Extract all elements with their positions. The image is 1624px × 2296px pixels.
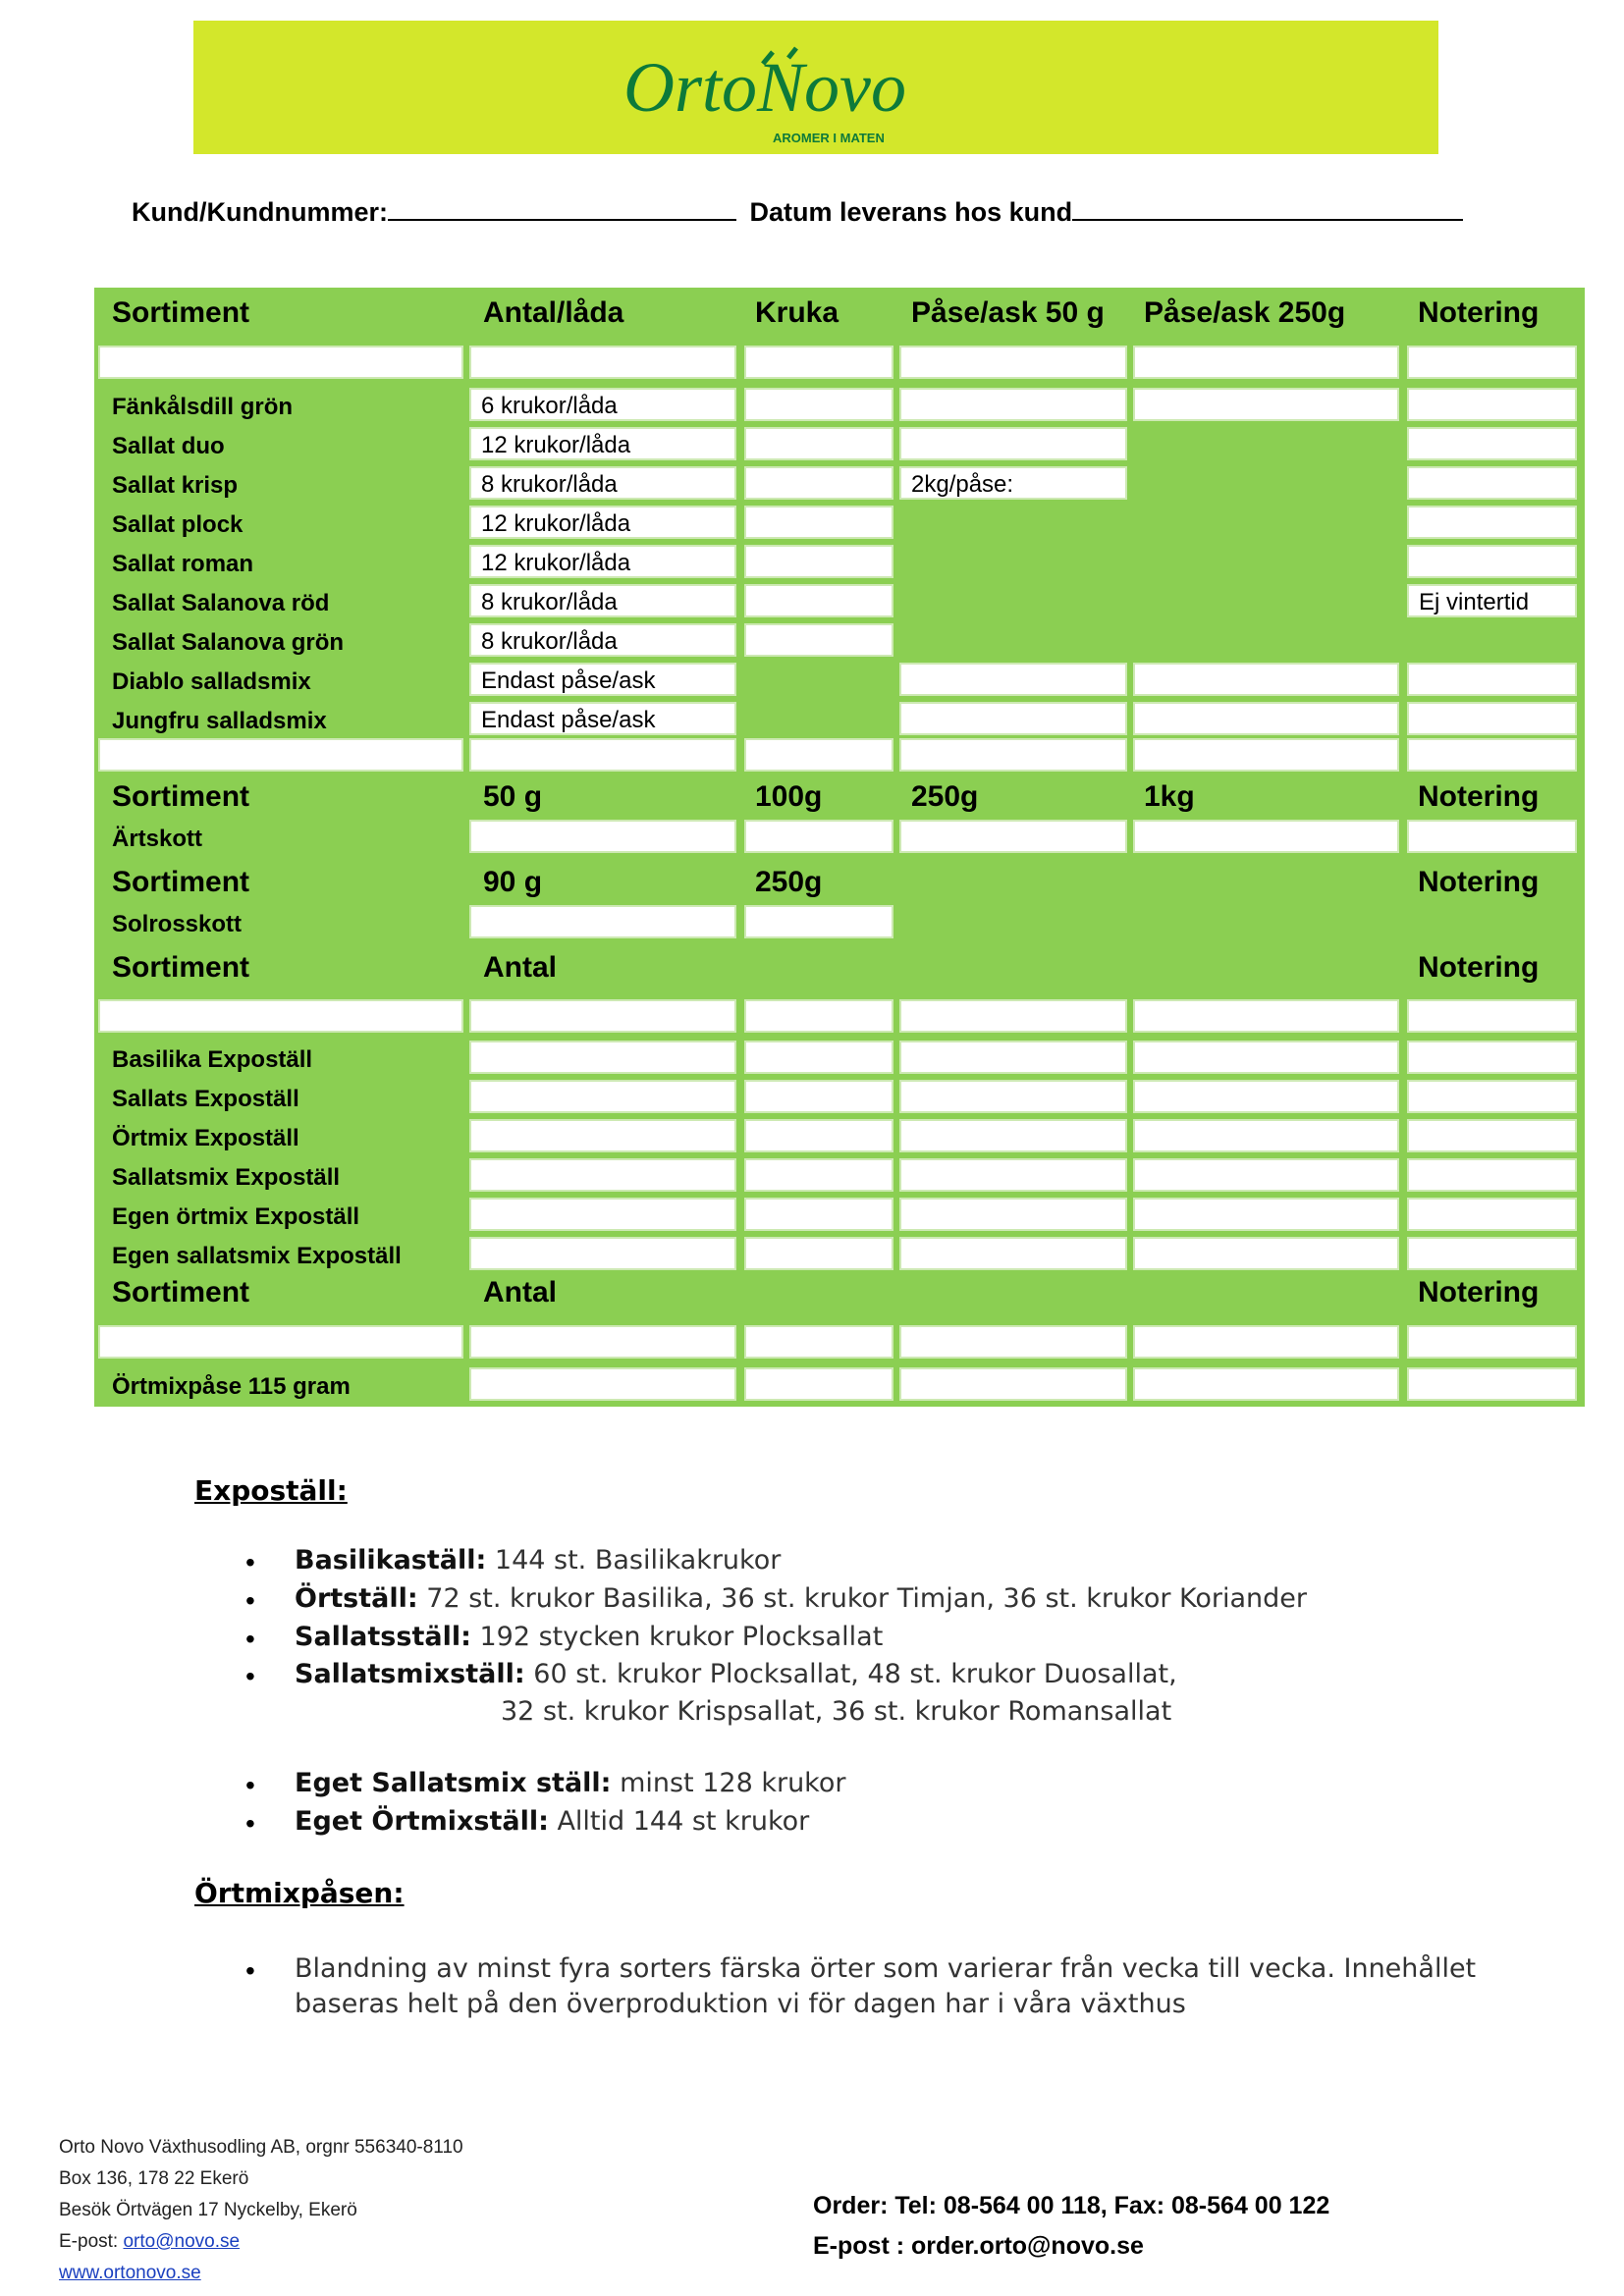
quantity-cell[interactable] [744,1237,893,1270]
empty-cell[interactable] [1133,346,1399,379]
quantity-cell[interactable] [744,905,893,938]
empty-cell[interactable] [98,738,463,772]
antal-cell[interactable]: 12 krukor/låda [469,506,736,539]
footer-email: E-post: orto@novo.se [59,2231,241,2252]
antal-cell[interactable]: 12 krukor/låda [469,427,736,460]
pase50-cell[interactable] [899,388,1127,421]
product-name: Egen örtmix Expoställ [112,1203,360,1230]
notering-cell[interactable] [1407,388,1577,421]
footer-web [59,2263,201,2284]
quantity-cell[interactable] [899,1158,1127,1192]
antal-cell[interactable]: 12 krukor/låda [469,545,736,578]
empty-cell[interactable] [899,738,1127,772]
column-header: 100g [755,780,823,813]
empty-cell[interactable] [744,999,893,1033]
quantity-cell[interactable] [1133,820,1399,853]
empty-cell[interactable] [1133,738,1399,772]
quantity-cell[interactable] [1407,1080,1577,1113]
kund-field[interactable] [388,194,736,221]
notering-cell[interactable]: Ej vintertid [1407,584,1577,617]
pase50-cell[interactable] [899,663,1127,696]
quantity-cell[interactable] [469,1367,736,1401]
ortmixpasen-line1: Blandning av minst fyra sorters färska örter som varierar från vecka till vecka. Innehållet [295,1953,1477,1984]
expostall-item: Basilikaställ: 144 st. Basilikakrukor [295,1545,782,1575]
empty-cell[interactable] [1133,999,1399,1033]
antal-cell[interactable]: 8 krukor/låda [469,584,736,617]
quantity-cell[interactable] [1133,1158,1399,1192]
footer-visit: Besök Örtvägen 17 Nyckelby, Ekerö [59,2200,357,2220]
quantity-cell[interactable] [1407,1198,1577,1231]
footer-company: Orto Novo Växthusodling AB, orgnr 556340-8110 [59,2137,463,2158]
bullet-icon: • [245,1955,255,1986]
notering-cell[interactable] [1407,427,1577,460]
column-header: Notering [1418,780,1540,813]
bullet-icon: • [245,1808,255,1839]
column-header: 90 g [483,866,543,898]
product-name: Basilika Expoställ [112,1046,313,1073]
column-header: Sortiment [112,296,250,329]
quantity-cell[interactable] [469,1041,736,1074]
empty-cell[interactable] [899,1325,1127,1359]
expostall-title: Expoställ: [194,1474,348,1507]
pase50-cell[interactable] [899,702,1127,735]
empty-cell[interactable] [98,1325,463,1359]
quantity-cell[interactable] [1407,1237,1577,1270]
product-name: Örtmixpåse 115 gram [112,1373,351,1400]
product-name: Ärtskott [112,826,203,852]
quantity-cell[interactable] [1133,1367,1399,1401]
footer-web-link[interactable]: www.ortonovo.se [59,2263,201,2283]
quantity-cell[interactable] [744,1041,893,1074]
product-name: Sallat roman [112,551,254,577]
empty-cell[interactable] [469,999,736,1033]
notering-cell[interactable] [1407,466,1577,500]
empty-cell[interactable] [744,346,893,379]
antal-cell[interactable]: 6 krukor/låda [469,388,736,421]
quantity-cell[interactable] [899,1041,1127,1074]
notering-cell[interactable] [1407,663,1577,696]
column-header: 250g [911,780,979,813]
pase250-cell[interactable] [1133,388,1399,421]
product-name: Sallat duo [112,433,225,459]
quantity-cell[interactable] [744,820,893,853]
bullet-icon: • [245,1770,255,1800]
ortonovo-logo [616,34,1028,152]
expostall-item: Eget Sallatsmix ställ: minst 128 krukor [295,1768,846,1798]
empty-cell[interactable] [899,999,1127,1033]
column-header: Sortiment [112,1276,250,1308]
bullet-icon: • [245,1547,255,1577]
ortmixpasen-line2: baseras helt på den överproduktion vi för dagen har i våra växthus [295,1989,1186,2019]
quantity-cell[interactable] [1407,1367,1577,1401]
datum-label: Datum leverans hos kund [749,197,1073,227]
empty-cell[interactable] [469,738,736,772]
quantity-cell[interactable] [899,1198,1127,1231]
antal-cell[interactable]: Endast påse/ask [469,702,736,735]
column-header: Antal [483,951,557,984]
empty-cell[interactable] [899,346,1127,379]
column-header: Sortiment [112,866,250,898]
customer-line [132,194,1463,228]
empty-cell[interactable] [1133,1325,1399,1359]
quantity-cell[interactable] [899,1119,1127,1152]
quantity-cell[interactable] [469,1237,736,1270]
bullet-icon: • [245,1585,255,1616]
column-header: 1kg [1144,780,1195,813]
kruka-cell[interactable] [744,466,893,500]
product-name: Jungfru salladsmix [112,708,327,734]
quantity-cell[interactable] [1133,1080,1399,1113]
bullet-icon: • [245,1661,255,1691]
quantity-cell[interactable] [899,1367,1127,1401]
product-name: Egen sallatsmix Expoställ [112,1243,402,1269]
expostall-item: Sallatsställ: 192 stycken krukor Plocksallat [295,1622,884,1652]
quantity-cell[interactable] [1133,1237,1399,1270]
pase50-cell[interactable] [899,427,1127,460]
quantity-cell[interactable] [469,1158,736,1192]
logo-tagline: AROMER I MATEN [773,131,885,145]
antal-cell[interactable]: 8 krukor/låda [469,623,736,657]
empty-cell[interactable] [744,1325,893,1359]
antal-cell[interactable]: 8 krukor/låda [469,466,736,500]
empty-cell[interactable] [98,999,463,1033]
column-header: Notering [1418,951,1540,984]
column-header: Sortiment [112,780,250,813]
quantity-cell[interactable] [1407,1158,1577,1192]
expostall-item: Eget Örtmixställ: Alltid 144 st krukor [295,1806,810,1837]
notering-cell[interactable] [1407,506,1577,539]
quantity-cell[interactable] [469,820,736,853]
expostall-item: Sallatsmixställ: 60 st. krukor Plocksallat, 48 st. krukor Duosallat, [295,1659,1177,1689]
column-header: 50 g [483,780,543,813]
product-name: Sallat Salanova grön [112,629,345,656]
quantity-cell[interactable] [744,1158,893,1192]
kruka-cell[interactable] [744,623,893,657]
notering-cell[interactable] [1407,702,1577,735]
product-name: Sallat krisp [112,472,239,499]
header-banner [193,21,1438,154]
column-header: Påse/ask 50 g [911,296,1105,329]
antal-cell[interactable]: Endast påse/ask [469,663,736,696]
ortmixpasen-title: Örtmixpåsen: [194,1877,405,1909]
pase250-cell[interactable] [1133,663,1399,696]
kund-label: Kund/Kundnummer: [132,197,388,227]
quantity-cell[interactable] [1407,1041,1577,1074]
empty-cell[interactable] [98,346,463,379]
quantity-cell[interactable] [469,1080,736,1113]
quantity-cell[interactable] [744,1198,893,1231]
quantity-cell[interactable] [469,1198,736,1231]
datum-field[interactable] [1072,194,1463,221]
product-name: Sallat Salanova röd [112,590,330,616]
expostall-item: Örtställ: 72 st. krukor Basilika, 36 st. krukor Timjan, 36 st. krukor Koriander [295,1583,1308,1614]
column-header: Notering [1418,296,1540,329]
quantity-cell[interactable] [899,1080,1127,1113]
order-phone: Order: Tel: 08-564 00 118, Fax: 08-564 00 122 [813,2192,1330,2219]
column-header: Antal/låda [483,296,624,329]
empty-cell[interactable] [1407,1325,1577,1359]
quantity-cell[interactable] [1407,1119,1577,1152]
column-header: 250g [755,866,823,898]
pase50-cell[interactable]: 2kg/påse: [899,466,1127,500]
quantity-cell[interactable] [899,1237,1127,1270]
column-header: Kruka [755,296,839,329]
kruka-cell[interactable] [744,584,893,617]
quantity-cell[interactable] [1407,820,1577,853]
quantity-cell[interactable] [899,820,1127,853]
quantity-cell[interactable] [1133,1119,1399,1152]
pase250-cell[interactable] [1133,702,1399,735]
empty-cell[interactable] [469,346,736,379]
product-name: Örtmix Expoställ [112,1125,299,1151]
notering-cell[interactable] [1407,545,1577,578]
quantity-cell[interactable] [744,1119,893,1152]
order-email[interactable]: E-post : order.orto@novo.se [813,2232,1144,2260]
logo-text: OrtoNovo [623,48,906,127]
column-header: Antal [483,1276,557,1308]
expostall-item-continued: 32 st. krukor Krispsallat, 36 st. krukor Romansallat [501,1696,1172,1727]
empty-cell[interactable] [469,1325,736,1359]
empty-cell[interactable] [1407,999,1577,1033]
column-header: Notering [1418,1276,1540,1308]
quantity-cell[interactable] [744,1080,893,1113]
empty-cell[interactable] [1407,738,1577,772]
kruka-cell[interactable] [744,388,893,421]
quantity-cell[interactable] [469,905,736,938]
product-name: Diablo salladsmix [112,668,311,695]
product-name: Fänkålsdill grön [112,394,294,420]
empty-cell[interactable] [1407,346,1577,379]
footer-email-link[interactable]: orto@novo.se [123,2231,241,2252]
footer-box: Box 136, 178 22 Ekerö [59,2168,249,2189]
product-name: Solrosskott [112,911,243,937]
product-name: Sallat plock [112,511,244,538]
kruka-cell[interactable] [744,545,893,578]
kruka-cell[interactable] [744,506,893,539]
product-name: Sallats Expoställ [112,1086,299,1112]
quantity-cell[interactable] [1133,1041,1399,1074]
empty-cell[interactable] [744,738,893,772]
bullet-icon: • [245,1624,255,1654]
quantity-cell[interactable] [744,1367,893,1401]
column-header: Sortiment [112,951,250,984]
quantity-cell[interactable] [469,1119,736,1152]
product-name: Sallatsmix Expoställ [112,1164,341,1191]
quantity-cell[interactable] [1133,1198,1399,1231]
kruka-cell[interactable] [744,427,893,460]
column-header: Påse/ask 250g [1144,296,1346,329]
column-header: Notering [1418,866,1540,898]
